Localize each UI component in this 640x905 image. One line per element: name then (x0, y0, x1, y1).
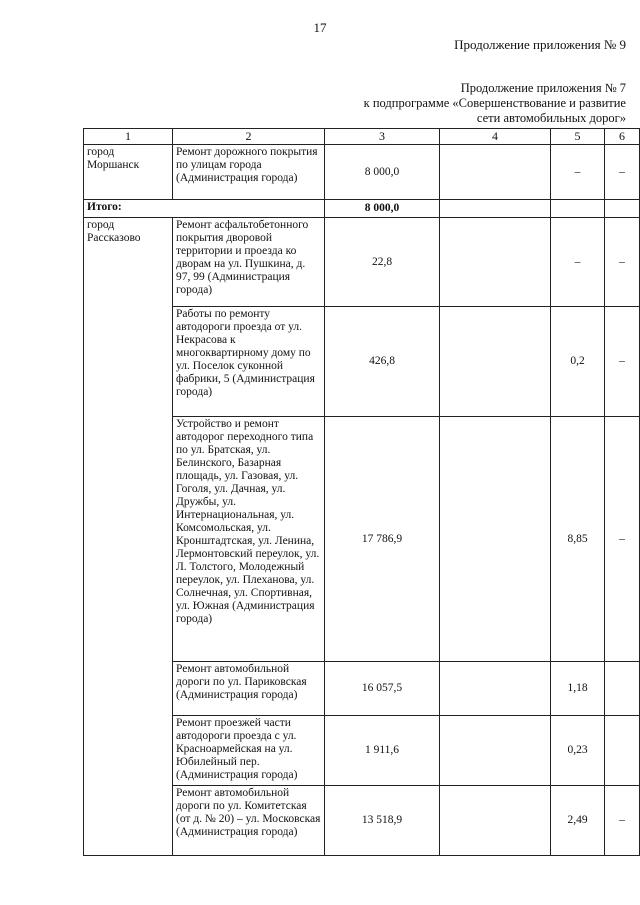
work-cell: Ремонт проезжей части автодороги проезда с ул. Красноармейская на ул. Юбилейный пер. (Администрация города) (173, 716, 325, 786)
col6-cell: – (605, 786, 640, 856)
continuation-appendix-9: Продолжение приложения № 9 (454, 37, 626, 52)
col5-cell: 1,18 (551, 662, 605, 716)
continuation-appendix-7 (364, 81, 626, 126)
page-number: 17 (313, 20, 327, 35)
col6-cell: – (605, 145, 640, 200)
city-cell: город Моршанск (84, 145, 173, 200)
amount-cell: 17 786,9 (325, 417, 440, 662)
work-cell: Ремонт автомобильной дороги по ул. Париковская (Администрация города) (173, 662, 325, 716)
total-value: 8 000,0 (325, 200, 440, 218)
amount-cell: 13 518,9 (325, 786, 440, 856)
col4-cell (440, 307, 551, 417)
work-cell: Ремонт дорожного покрытия по улицам города (Администрация города) (173, 145, 325, 200)
amount-cell: 1 911,6 (325, 716, 440, 786)
header-col-1: 1 (84, 129, 173, 145)
col4-cell (440, 145, 551, 200)
header-col-6: 6 (605, 129, 640, 145)
amount-cell: 426,8 (325, 307, 440, 417)
header-col-4: 4 (440, 129, 551, 145)
col5-cell: 2,49 (551, 786, 605, 856)
amount-cell: 22,8 (325, 218, 440, 307)
col5-cell: – (551, 145, 605, 200)
col4-cell (440, 662, 551, 716)
total-label: Итого: (84, 200, 325, 218)
col6-cell: – (605, 218, 640, 307)
col5-cell: – (551, 218, 605, 307)
col6-cell (605, 716, 640, 786)
work-cell: Ремонт асфальтобетонного покрытия дворовой территории и проезда ко дворам на ул. Пушкина, д. 97, 99 (Администрация города) (173, 218, 325, 307)
continuation-line-2: к подпрограмме «Совершенствование и развитие (363, 96, 626, 110)
col4-cell (440, 716, 551, 786)
amount-cell: 16 057,5 (325, 662, 440, 716)
program-table (83, 128, 640, 856)
header-col-2: 2 (173, 129, 325, 145)
total-col4 (440, 200, 551, 218)
total-row (84, 200, 640, 218)
work-cell: Ремонт автомобильной дороги по ул. Комитетская (от д. № 20) – ул. Московская (Администрация города) (173, 786, 325, 856)
header-col-5: 5 (551, 129, 605, 145)
table-row-morshansk (84, 145, 640, 200)
col4-cell (440, 218, 551, 307)
col4-cell (440, 786, 551, 856)
header-row (84, 129, 640, 145)
col6-cell: – (605, 417, 640, 662)
col6-cell (605, 662, 640, 716)
col5-cell: 0,23 (551, 716, 605, 786)
table-row (84, 218, 640, 307)
col6-cell: – (605, 307, 640, 417)
continuation-line-1: Продолжение приложения № 7 (460, 81, 626, 95)
col5-cell: 8,85 (551, 417, 605, 662)
col5-cell: 0,2 (551, 307, 605, 417)
total-col5 (551, 200, 605, 218)
amount-cell: 8 000,0 (325, 145, 440, 200)
work-cell: Работы по ремонту автодороги проезда от ул. Некрасова к многоквартирному дому по ул. Поселок суконной фабрики, 5 (Администрация города) (173, 307, 325, 417)
continuation-line-3: сети автомобильных дорог» (476, 111, 626, 125)
total-col6 (605, 200, 640, 218)
header-col-3: 3 (325, 129, 440, 145)
work-cell: Устройство и ремонт автодорог переходного типа по ул. Братская, ул. Белинского, Базарная площадь, ул. Газовая, ул. Гоголя, ул. Дачная, ул. Дружбы, ул. Интернациональная, ул. Комсомольская, ул. Кронштадтская, ул. Ленина, Лермонтовский переулок, ул. Л. Толстого, Молодежный переулок, ул. Плеханова, ул. Солнечная, ул. Спортивная, ул. Южная (Администрация города) (173, 417, 325, 662)
col4-cell (440, 417, 551, 662)
city-cell-rasskazovo: город Рассказово (84, 218, 173, 856)
